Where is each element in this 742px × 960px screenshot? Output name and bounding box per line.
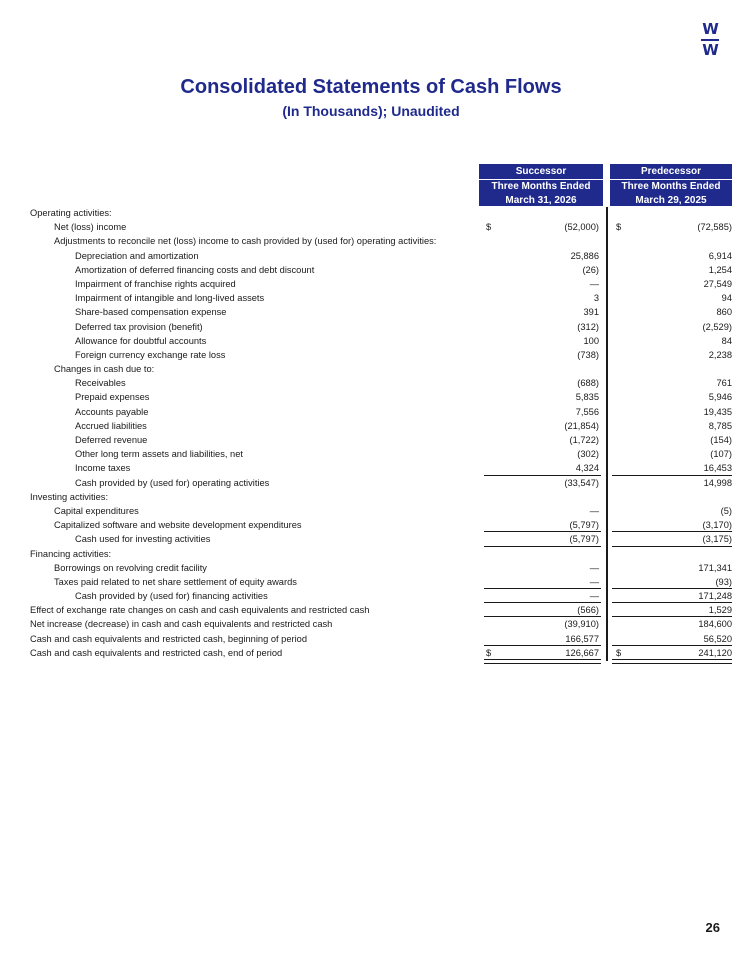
row-label: Adjustments to reconcile net (loss) income to cash provided by (used for) operating activities: (54, 236, 437, 247)
predecessor-value: (154) (710, 435, 732, 445)
row-label: Net increase (decrease) in cash and cash equivalents and restricted cash (30, 619, 333, 630)
cash-flow-table (0, 206, 742, 660)
successor-value: 7,556 (575, 406, 599, 417)
row-label: Deferred revenue (75, 435, 148, 445)
predecessor-value: 1,529 (708, 605, 732, 616)
row-label: Taxes paid related to net share settlement of equity awards (54, 576, 297, 587)
successor-value: (738) (577, 349, 599, 360)
predecessor-value: 5,946 (708, 392, 732, 403)
successor-value: (302) (577, 449, 599, 460)
successor-value: 3 (593, 293, 599, 304)
table-row (0, 206, 742, 220)
column-group-label: Predecessor (610, 164, 732, 180)
table-row (0, 263, 742, 277)
row-label: Cash provided by (used for) operating activities (75, 477, 270, 488)
successor-value: (39,910) (564, 619, 599, 630)
row-label: Amortization of deferred financing costs and debt discount (75, 264, 315, 275)
successor-value: (5,797) (569, 520, 599, 531)
predecessor-value: 171,248 (698, 591, 732, 602)
row-label: Other long term assets and liabilities, net (75, 449, 243, 460)
table-row (0, 234, 742, 248)
predecessor-value: 56,520 (703, 633, 732, 644)
logo-letter-top: W (702, 20, 718, 38)
table-row (0, 547, 742, 561)
table-row (0, 376, 742, 390)
successor-value: (312) (577, 321, 599, 332)
successor-value: — (589, 591, 599, 602)
row-label: Receivables (75, 378, 126, 389)
row-label: Impairment of franchise rights acquired (75, 278, 236, 289)
table-row (0, 419, 742, 433)
successor-value: (52,000) (564, 222, 599, 233)
table-row (0, 504, 742, 518)
table-row (0, 617, 742, 631)
successor-value: 100 (583, 335, 599, 346)
currency-symbol: $ (616, 222, 622, 233)
table-row (0, 390, 742, 404)
total-double-rule (484, 659, 601, 664)
predecessor-value: 19,435 (703, 406, 732, 417)
predecessor-value: (107) (710, 449, 732, 460)
successor-value: (566) (577, 605, 599, 616)
row-label: Income taxes (75, 463, 131, 474)
column-date-label: March 31, 2026 (505, 195, 577, 206)
table-row (0, 575, 742, 589)
row-label: Capitalized software and website development expenditures (54, 520, 302, 531)
row-label: Accrued liabilities (75, 420, 147, 431)
predecessor-value: 84 (721, 335, 732, 346)
page-subtitle: (In Thousands); Unaudited (282, 103, 460, 119)
successor-value: — (589, 576, 599, 587)
successor-value: (33,547) (564, 477, 599, 488)
table-row (0, 532, 742, 546)
successor-value: — (589, 505, 599, 516)
row-label: Accounts payable (75, 406, 149, 417)
table-row (0, 433, 742, 447)
successor-value: 391 (583, 307, 599, 318)
table-row (0, 490, 742, 504)
table-row (0, 405, 742, 419)
column-period-label: Three Months Ended (491, 181, 591, 192)
table-row (0, 362, 742, 376)
successor-value: 126,667 (565, 647, 599, 658)
row-label: Impairment of intangible and long-lived assets (75, 293, 265, 304)
table-row (0, 461, 742, 475)
table-row (0, 277, 742, 291)
row-label: Prepaid expenses (75, 392, 150, 403)
table-row (0, 589, 742, 603)
row-label: Depreciation and amortization (75, 250, 199, 261)
predecessor-value: 94 (721, 293, 732, 304)
predecessor-value: (5) (720, 505, 732, 516)
row-label: Foreign currency exchange rate loss (75, 349, 226, 360)
predecessor-value: 184,600 (698, 619, 732, 630)
successor-value: 5,835 (575, 392, 599, 403)
table-row (0, 447, 742, 461)
row-label: Cash used for investing activities (75, 534, 211, 545)
table-row (0, 348, 742, 362)
page-title: Consolidated Statements of Cash Flows (180, 76, 562, 98)
predecessor-value: (93) (715, 576, 732, 587)
successor-value: — (589, 278, 599, 289)
predecessor-value: 27,549 (703, 278, 732, 289)
page-number: 26 (705, 920, 720, 935)
successor-value: (21,854) (564, 420, 599, 431)
predecessor-value: 761 (716, 378, 732, 389)
table-row (0, 632, 742, 646)
successor-value: (5,797) (569, 534, 599, 545)
predecessor-value: 860 (716, 307, 732, 318)
table-row (0, 305, 742, 319)
row-label: Deferred tax provision (benefit) (75, 321, 203, 332)
row-label: Cash provided by (used for) financing activities (75, 591, 268, 602)
predecessor-value: (3,175) (702, 534, 732, 545)
predecessor-value: 16,453 (703, 463, 732, 474)
row-label: Investing activities: (30, 491, 109, 502)
successor-value: (688) (577, 378, 599, 389)
row-label: Allowance for doubtful accounts (75, 335, 207, 346)
row-label: Net (loss) income (54, 222, 127, 233)
row-label: Changes in cash due to: (54, 364, 155, 375)
row-label: Financing activities: (30, 548, 112, 559)
table-row (0, 320, 742, 334)
company-logo (700, 22, 720, 58)
successor-value: 166,577 (565, 633, 599, 644)
row-label: Operating activities: (30, 208, 112, 218)
successor-value: 4,324 (575, 463, 599, 474)
predecessor-value: 241,120 (698, 647, 732, 658)
row-label: Capital expenditures (54, 505, 139, 516)
logo-letter-bottom: W (702, 41, 718, 59)
currency-symbol: $ (486, 222, 492, 233)
predecessor-value: 171,341 (698, 562, 732, 573)
successor-value: (1,722) (569, 435, 599, 445)
column-date-label: March 29, 2025 (635, 195, 707, 206)
row-label: Effect of exchange rate changes on cash and cash equivalents and restricted cash (30, 605, 370, 616)
currency-symbol: $ (616, 647, 622, 658)
table-row (0, 249, 742, 263)
predecessor-value: (3,170) (702, 520, 732, 531)
row-label: Share-based compensation expense (75, 307, 227, 318)
column-period-label: Three Months Ended (621, 181, 721, 192)
successor-value: (26) (582, 264, 599, 275)
row-label: Cash and cash equivalents and restricted cash, end of period (30, 647, 283, 658)
table-row (0, 518, 742, 532)
column-group-label: Successor (479, 164, 603, 180)
table-row (0, 291, 742, 305)
successor-value: — (589, 562, 599, 573)
currency-symbol: $ (486, 647, 492, 658)
table-row (0, 603, 742, 617)
total-double-rule (612, 659, 732, 664)
predecessor-value: (72,585) (697, 222, 732, 233)
predecessor-value: 2,238 (708, 349, 732, 360)
predecessor-value: 6,914 (708, 250, 732, 261)
predecessor-value: 1,254 (708, 264, 732, 275)
column-header-predecessor (610, 164, 732, 206)
row-label: Cash and cash equivalents and restricted cash, beginning of period (30, 633, 308, 644)
table-row (0, 334, 742, 348)
table-row (0, 646, 742, 660)
table-row (0, 561, 742, 575)
table-row (0, 476, 742, 490)
column-header-successor (479, 164, 603, 206)
predecessor-value: 14,998 (703, 477, 732, 488)
predecessor-value: 8,785 (708, 420, 732, 431)
table-row (0, 220, 742, 234)
successor-value: 25,886 (570, 250, 599, 261)
row-label: Borrowings on revolving credit facility (54, 562, 207, 573)
predecessor-value: (2,529) (702, 321, 732, 332)
